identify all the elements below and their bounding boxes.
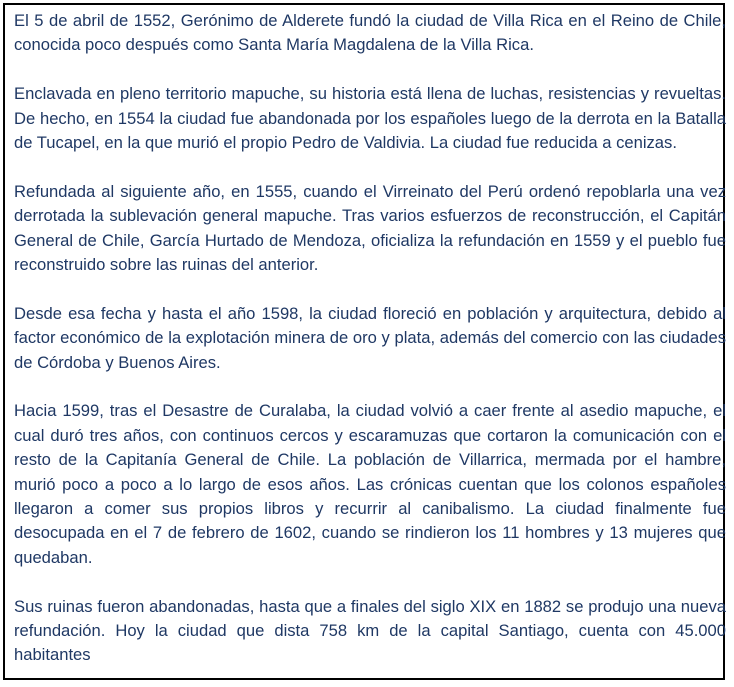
paragraph-founding: El 5 de abril de 1552, Gerónimo de Alderete fundó la ciudad de Villa Rica en el Reino de Chile, conocida poco después como Santa María Magdalena de la Villa Rica. <box>14 11 726 55</box>
paragraph-modern-refounding: Sus ruinas fueron abandonadas, hasta que a finales del siglo XIX en 1882 se produjo una nueva refundación. Hoy la ciudad que dista 758 km de la capital Santiago, cuenta con 45.000 habitantes <box>14 596 726 665</box>
text-body <box>14 9 726 668</box>
paragraph-siege: Hacia 1599, tras el Desastre de Curalaba, la ciudad volvió a caer frente al asedio mapuche, el cual duró tres años, con continuos cercos y escaramuzas que cortaron la comunicación con el resto de la Capitanía General de Chile. La población de Villarrica, mermada por el hambre, murió poco a poco a lo largo de esos años. Las crónicas cuentan que los colonos españoles llegaron a comer sus propios libros y recurrir al canibalismo. La ciudad finalmente fue desocupada en el 7 de febrero de 1602, cuando se rindieron los 11 hombres y 13 mujeres que quedaban. <box>14 401 726 567</box>
text-box <box>3 3 725 680</box>
paragraph-mapuche-territory: Enclavada en pleno territorio mapuche, su historia está llena de luchas, resistencias y revueltas. De hecho, en 1554 la ciudad fue abandonada por los españoles luego de la derrota en la Batalla de Tucapel, en la que murió el propio Pedro de Valdivia. La ciudad fue reducida a cenizas. <box>14 84 726 153</box>
paragraph-refounding: Refundada al siguiente año, en 1555, cuando el Virreinato del Perú ordenó repoblarla una vez derrotada la sublevación general mapuche. Tras varios esfuerzos de reconstrucción, el Capitán General de Chile, García Hurtado de Mendoza, oficializa la refundación en 1559 y el pueblo fue reconstruido sobre las ruinas del anterior. <box>14 181 726 275</box>
paragraph-flourishing: Desde esa fecha y hasta el año 1598, la ciudad floreció en población y arquitectura, debido al factor económico de la explotación minera de oro y plata, además del comercio con las ciudades de Córdoba y Buenos Aires. <box>14 303 726 372</box>
